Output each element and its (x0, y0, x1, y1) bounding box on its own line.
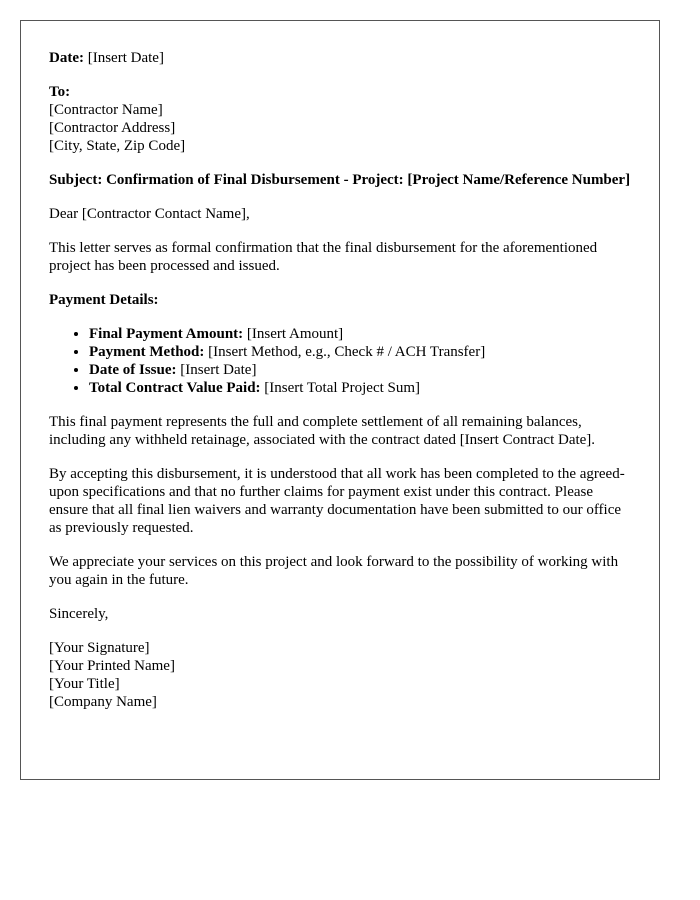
letter (20, 20, 660, 780)
signature-block: [Your Signature] [Your Printed Name] [Your Title] [Company Name] (49, 640, 175, 710)
acceptance-paragraph: By accepting this disbursement, it is understood that all work has been completed to the agreed-upon specifications and that no further claims for payment exist under this contract. Please ensure that all final lien waivers and warranty documentation have been submitted to our office as previously requested. (49, 466, 625, 536)
list-item: • Payment Method: [Insert Method, e.g., Check # / ACH Transfer] (89, 343, 631, 361)
subject-line: Subject: Confirmation of Final Disbursement - Project: [Project Name/Reference Number] (49, 172, 631, 188)
recipient-block: To: [Contractor Name] [Contractor Address] [City, State, Zip Code] (49, 84, 186, 154)
greeting: Dear [Contractor Contact Name], (49, 206, 250, 222)
closing: Sincerely, (49, 606, 109, 622)
date-line: Date: [Insert Date] (49, 50, 164, 66)
payment-heading: Payment Details: (49, 292, 159, 308)
appreciation-paragraph: We appreciate your services on this project and look forward to the possibility of working with you again in the future. (49, 554, 619, 588)
list-item: • Total Contract Value Paid: [Insert Total Project Sum] (89, 379, 631, 397)
settlement-paragraph: This final payment represents the full and complete settlement of all remaining balances, including any withheld retainage, associated with the contract dated [Insert Contract Date]. (49, 414, 596, 448)
list-item: • Final Payment Amount: [Insert Amount] (89, 325, 631, 343)
intro-paragraph: This letter serves as formal confirmation that the final disbursement for the aforementioned project has been processed and issued. (49, 240, 598, 274)
payment-list (49, 325, 631, 397)
list-item: • Date of Issue: [Insert Date] (89, 361, 631, 379)
